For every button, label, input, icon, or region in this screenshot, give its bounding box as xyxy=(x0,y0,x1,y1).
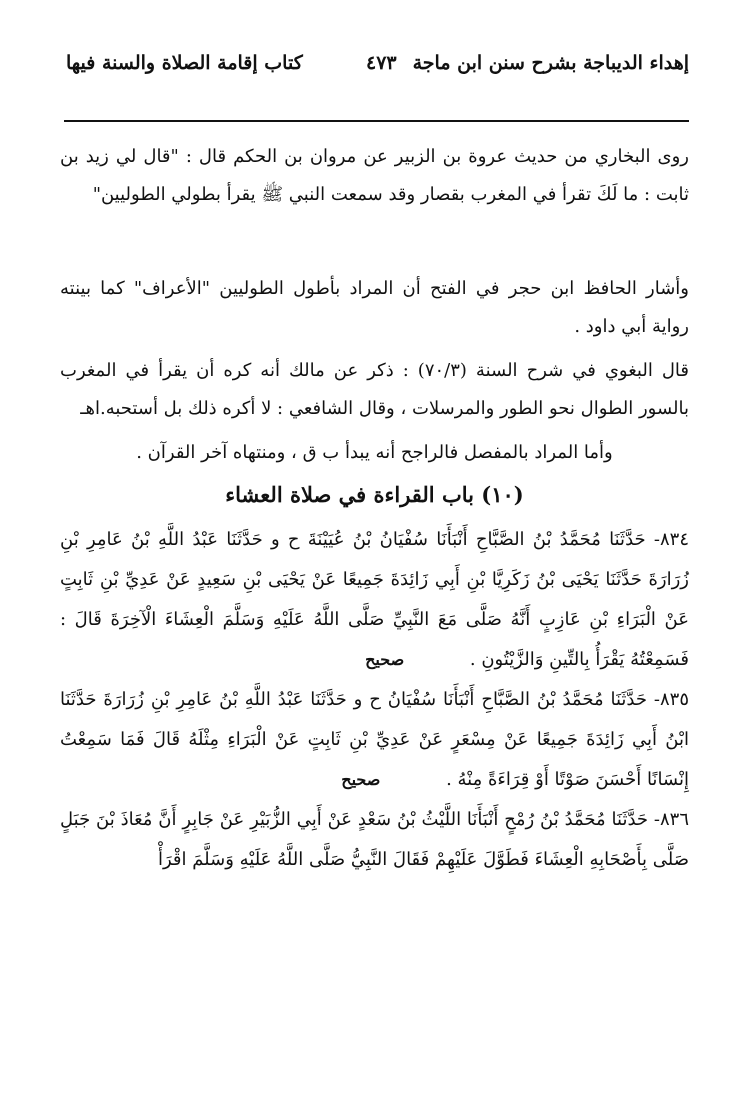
page-body xyxy=(60,138,689,880)
chapter-heading: (١٠) باب القراءة في صلاة العشاء xyxy=(225,482,524,507)
paragraph-bukhari-narration: روى البخاري من حديث عروة بن الزبير عن مروان بن الحكم قال : "قال لي زيد بن ثابت : ما لَكَ تقرأ في المغرب بقصار وقد سمعت النبي ﷺ يقرأ بطولي الطوليين" xyxy=(60,146,689,205)
hadith-835 xyxy=(60,680,689,800)
hadith-text: ٨٣٤- حَدَّثَنَا مُحَمَّدُ بْنُ الصَّبَّاحِ أَنْبَأَنَا سُفْيَانُ بْنُ عُيَيْنَةَ ح و حَدَّثَنَا عَبْدُ اللَّهِ بْنُ عَامِرِ بْنِ زُرَارَةَ حَدَّثَنَا يَحْيَى بْنُ زَكَرِيَّا بْنِ أَبِي زَائِدَةَ جَمِيعًا عَنْ يَحْيَى بْنِ سَعِيدٍ عَنْ عَدِيِّ بْنِ ثَابِتٍ عَنْ الْبَرَاءِ بْنِ عَازِبٍ أَنَّهُ صَلَّى مَعَ النَّبِيِّ صَلَّى اللَّهُ عَلَيْهِ وَسَلَّمَ الْعِشَاءَ الْآخِرَةَ قَالَ : فَسَمِعْتُهُ يَقْرَأُ بِالتِّينِ وَالزَّيْتُونِ . xyxy=(60,529,689,670)
page-header xyxy=(66,52,689,86)
hadith-grade: صحيح xyxy=(365,650,405,669)
page-number: ٤٧٣ xyxy=(366,52,397,74)
section-title: كتاب إقامة الصلاة والسنة فيها xyxy=(66,52,303,74)
hadith-834 xyxy=(60,520,689,680)
paragraph-baghawi: قال البغوي في شرح السنة (٧٠/٣) : ذكر عن مالك أنه كره أن يقرأ في المغرب بالسور الطوال نحو الطور والمرسلات ، وقال الشافعي : لا أكره ذلك بل أستحبه.اهـ xyxy=(60,360,689,419)
paragraph-mufassal: وأما المراد بالمفصل فالراجح أنه يبدأ ب ق ، ومنتهاه آخر القرآن . xyxy=(136,442,613,463)
hadith-grade: صحيح xyxy=(341,770,381,789)
hadith-text: ٨٣٦- حَدَّثَنَا مُحَمَّدُ بْنُ رُمْحٍ أَنْبَأَنَا اللَّيْثُ بْنُ سَعْدٍ عَنْ أَبِي الزُّبَيْرِ عَنْ جَابِرٍ أَنَّ مُعَاذَ بْنَ جَبَلٍ صَلَّى بِأَصْحَابِهِ الْعِشَاءَ فَطَوَّلَ عَلَيْهِمْ فَقَالَ النَّبِيُّ صَلَّى اللَّهُ عَلَيْهِ وَسَلَّمَ اقْرَأْ xyxy=(60,809,689,870)
hadith-836 xyxy=(60,800,689,880)
paragraph-ibn-hajar: وأشار الحافظ ابن حجر في الفتح أن المراد بأطول الطوليين "الأعراف" كما بينته رواية أبي داود . xyxy=(60,278,689,337)
book-title: إهداء الديباجة بشرح سنن ابن ماجة xyxy=(412,52,689,74)
hadith-text: ٨٣٥- حَدَّثَنَا مُحَمَّدُ بْنُ الصَّبَّاحِ أَنْبَأَنَا سُفْيَانُ ح و حَدَّثَنَا عَبْدُ اللَّهِ بْنُ عَامِرِ بْنِ زُرَارَةَ حَدَّثَنَا ابْنُ أَبِي زَائِدَةَ جَمِيعًا عَنْ مِسْعَرٍ عَنْ عَدِيِّ بْنِ ثَابِتٍ عَنْ الْبَرَاءِ مِثْلَهُ قَالَ فَمَا سَمِعْتُ إِنْسَانًا أَحْسَنَ صَوْتًا أَوْ قِرَاءَةً مِنْهُ . xyxy=(60,689,689,790)
header-divider xyxy=(64,120,689,122)
